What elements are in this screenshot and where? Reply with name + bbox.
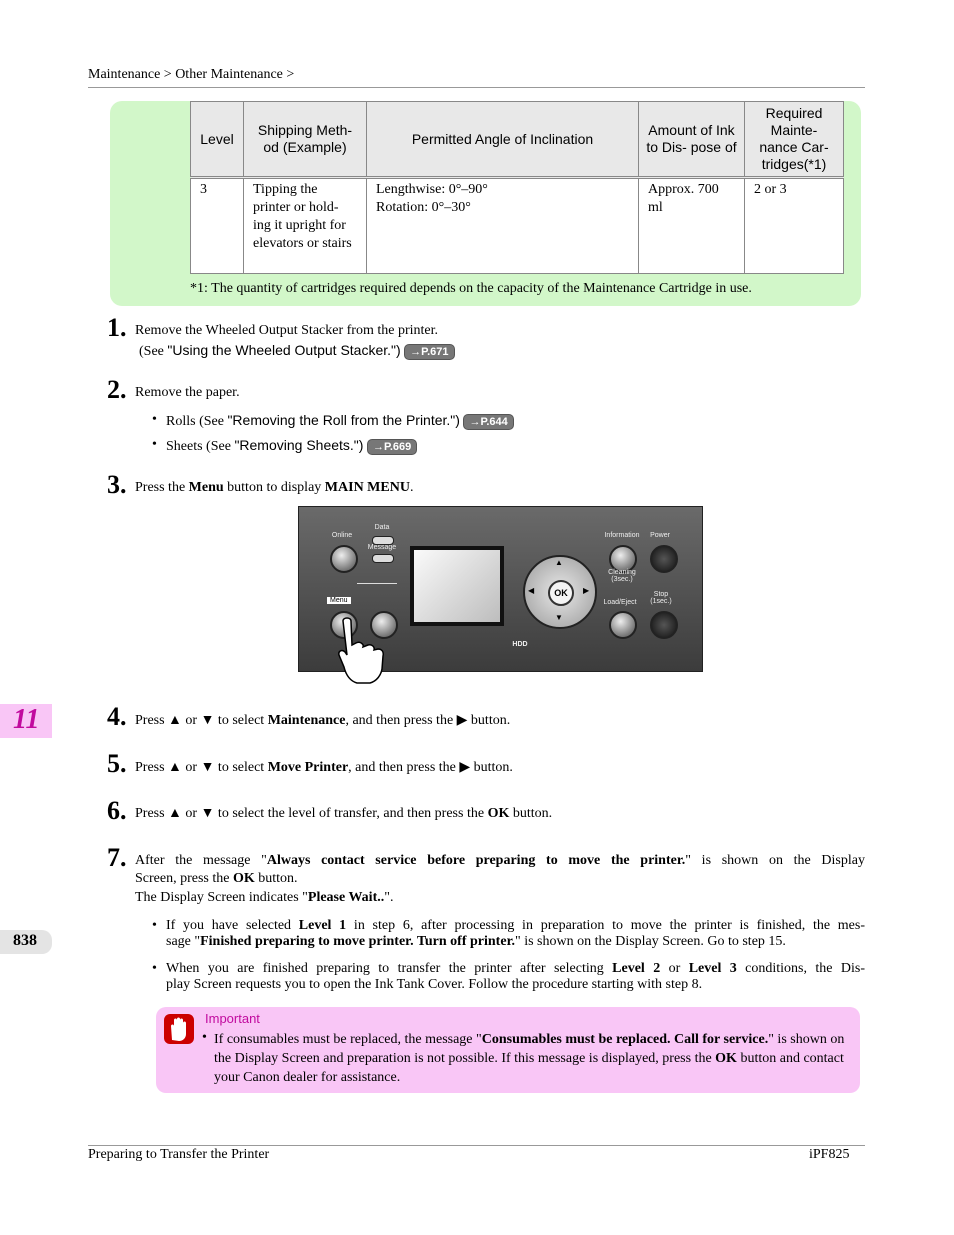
load-eject-button <box>609 611 637 639</box>
step-7-line-1: After the message "Always contact service before preparing to move the printer." is shown on the Display <box>135 853 865 868</box>
online-label: Online <box>331 532 353 539</box>
step-7-line-3: The Display Screen indicates "Please Wait..". <box>135 890 394 905</box>
message-lamp <box>372 554 394 563</box>
data-label: Data <box>374 524 390 531</box>
down-arrow-icon: ▼ <box>555 613 563 622</box>
page-ref-671[interactable]: →P.671 <box>404 344 454 360</box>
step-5-text: Press ▲ or ▼ to select Move Printer, and then press the ▶ button. <box>135 760 513 775</box>
right-arrow-icon: ▶ <box>583 586 590 595</box>
step-6-number: 6. <box>107 796 127 825</box>
header-cartridges: Required Mainte- nance Car- tridges(*1) <box>745 102 844 178</box>
hand-pointer-icon <box>337 617 393 685</box>
hdd-label: HDD <box>512 641 528 648</box>
control-panel-illustration <box>298 506 703 672</box>
hand-stop-icon <box>164 1014 194 1044</box>
stop-label: Stop (1sec.) <box>650 591 672 605</box>
angle-lengthwise: Lengthwise: 0°–90° <box>376 182 488 197</box>
transfer-level-table <box>190 101 844 274</box>
link-removing-sheets[interactable]: "Removing Sheets.") <box>234 437 364 453</box>
step-3-text: Press the Menu button to display MAIN MENU. <box>135 480 414 495</box>
footer-section-title: Preparing to Transfer the Printer <box>88 1147 270 1162</box>
power-label: Power <box>650 532 670 539</box>
important-bullet: • <box>202 1030 207 1045</box>
step-4-number: 4. <box>107 702 127 731</box>
breadcrumb: Maintenance > Other Maintenance > <box>88 67 295 82</box>
step-6-text: Press ▲ or ▼ to select the level of transfer, and then press the OK button. <box>135 806 553 821</box>
header-method: Shipping Meth- od (Example) <box>244 102 367 178</box>
step-3-number: 3. <box>107 470 127 499</box>
up-arrow-icon: ▲ <box>555 558 563 567</box>
step-4-text: Press ▲ or ▼ to select Maintenance, and then press the ▶ button. <box>135 713 511 728</box>
important-text: If consumables must be replaced, the message "Consumables must be replaced. Call for service." is shown on the Display Screen and preparation is not possible. If this message is displayed, press the OK button and contact your Canon dealer for assistance. <box>214 1032 845 1085</box>
step-7-line-2: Screen, press the OK button. <box>135 871 298 886</box>
step-5-number: 5. <box>107 749 127 778</box>
cell-angle <box>367 178 639 274</box>
information-label: Information <box>604 532 640 539</box>
header-angle: Permitted Angle of Inclination <box>367 102 639 178</box>
step-7-number: 7. <box>107 843 127 872</box>
list-item: • Sheets (See "Removing Sheets.") →P.669 <box>166 437 417 455</box>
chapter-number: 11 <box>13 704 40 735</box>
stop-button <box>650 611 678 639</box>
ok-button: OK <box>548 580 574 606</box>
power-button <box>650 545 678 573</box>
header-ink: Amount of Ink to Dis- pose of <box>639 102 745 178</box>
list-item: • When you are finished preparing to transfer the printer after selecting Level 2 or Level 3 conditions, the Dis- play Screen requests you to open the Ink Tank Cover. Follow the procedure starting with step 8. <box>152 961 866 992</box>
load-eject-label: Load/Eject <box>603 599 637 606</box>
header-level: Level <box>191 102 244 178</box>
page-number: 838 <box>13 932 37 949</box>
step-2-text: Remove the paper. <box>135 385 240 400</box>
bracket-line <box>357 583 397 591</box>
arrow-pad <box>523 555 597 629</box>
table-footnote: *1: The quantity of cartridges required depends on the capacity of the Maintenance Cartridge in use. <box>190 281 752 296</box>
cleaning-label: Cleaning (3sec.) <box>608 569 636 583</box>
menu-label: Menu <box>327 597 351 604</box>
list-item: • If you have selected Level 1 in step 6, after processing in preparation to move the printer is finished, the mes- sage "Finished preparing to move printer. Turn off printer." is shown on the Display Screen. Go to step 15. <box>152 918 865 949</box>
step-1-text: Remove the Wheeled Output Stacker from the printer. <box>135 323 438 338</box>
step-1-number: 1. <box>107 313 127 342</box>
cell-cartridges: 2 or 3 <box>745 178 844 274</box>
message-label: Message <box>367 544 397 551</box>
link-removing-roll[interactable]: "Removing the Roll from the Printer.") <box>227 412 460 428</box>
cell-ink: Approx. 700 ml <box>639 178 745 274</box>
page-ref-669[interactable]: →P.669 <box>367 439 417 455</box>
link-wheeled-stacker[interactable]: "Using the Wheeled Output Stacker.") <box>167 342 401 358</box>
footer-rule <box>88 1145 865 1146</box>
step-1-see: (See "Using the Wheeled Output Stacker.") →P.671 <box>139 342 455 360</box>
cell-method: Tipping the printer or hold- ing it upright for elevators or stairs <box>244 178 367 274</box>
header-rule <box>88 87 865 88</box>
display-screen <box>410 546 504 626</box>
page-ref-644[interactable]: →P.644 <box>463 414 513 430</box>
cell-level: 3 <box>191 178 244 274</box>
table-row <box>191 178 844 274</box>
list-item: • Rolls (See "Removing the Roll from the Printer.") →P.644 <box>166 412 514 430</box>
left-arrow-icon: ◀ <box>528 586 535 595</box>
footer-model: iPF825 <box>809 1147 850 1162</box>
step-2-number: 2. <box>107 375 127 404</box>
angle-rotation: Rotation: 0°–30° <box>376 200 471 215</box>
important-label: Important <box>205 1011 260 1026</box>
online-button <box>330 545 358 573</box>
